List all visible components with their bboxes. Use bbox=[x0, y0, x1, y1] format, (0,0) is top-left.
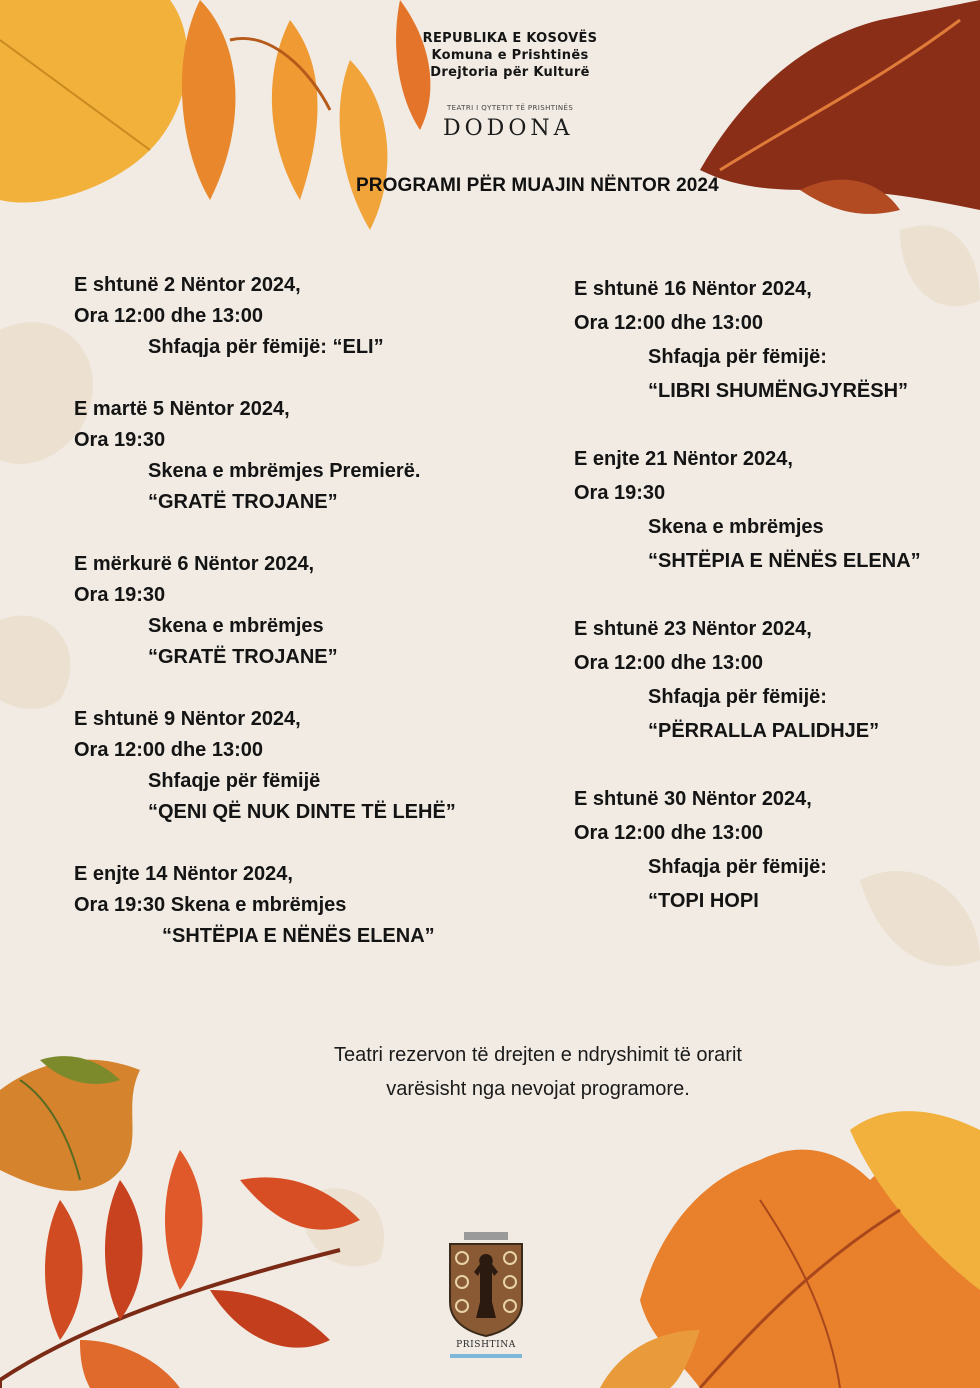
program-entry bbox=[574, 782, 921, 918]
schedule-note bbox=[0, 1038, 980, 1106]
entry-date: E martë 5 Nëntor 2024, bbox=[74, 398, 290, 420]
left-column bbox=[74, 270, 456, 952]
program-entry bbox=[74, 859, 456, 952]
entry-time: Ora 19:30 Skena e mbrëmjes bbox=[74, 894, 347, 916]
crest-label: PRISHTINA bbox=[456, 1340, 516, 1350]
entry-show-title: “SHTËPIA E NËNËS ELENA” bbox=[162, 925, 435, 947]
entry-desc: Skena e mbrëmjes bbox=[148, 615, 324, 637]
note-line: Teatri rezervon të drejten e ndryshimit të orarit bbox=[334, 1044, 742, 1066]
entry-desc: Shfaqja për fëmijë: “ELI” bbox=[148, 336, 384, 358]
entry-show-title: “LIBRI SHUMËNGJYRËSH” bbox=[648, 380, 909, 402]
program-entry bbox=[74, 704, 456, 828]
entry-show-title: “QENI QË NUK DINTE TË LEHË” bbox=[148, 801, 456, 823]
entry-desc: Shfaqja për fëmijë: bbox=[648, 346, 827, 368]
entry-date: E shtunë 23 Nëntor 2024, bbox=[574, 618, 812, 640]
program-entry bbox=[574, 612, 921, 748]
program-entry bbox=[74, 270, 456, 363]
entry-date: E shtunë 9 Nëntor 2024, bbox=[74, 708, 301, 730]
entry-time: Ora 12:00 dhe 13:00 bbox=[574, 822, 763, 844]
entry-date: E enjte 14 Nëntor 2024, bbox=[74, 863, 293, 885]
entry-date: E shtunë 2 Nëntor 2024, bbox=[74, 274, 301, 296]
republic-line: REPUBLIKA E KOSOVËS bbox=[422, 31, 598, 46]
entry-time: Ora 12:00 dhe 13:00 bbox=[74, 739, 263, 761]
header bbox=[0, 30, 980, 81]
program-entry bbox=[574, 272, 921, 408]
prishtina-crest-icon bbox=[446, 1232, 526, 1338]
entry-desc: Skena e mbrëmjes Premierë. bbox=[148, 460, 421, 482]
entry-time: Ora 19:30 bbox=[74, 429, 166, 451]
entry-date: E enjte 21 Nëntor 2024, bbox=[574, 448, 793, 470]
entry-time: Ora 19:30 bbox=[574, 482, 666, 504]
right-column bbox=[574, 272, 921, 918]
municipality-line: Komuna e Prishtinës bbox=[431, 48, 589, 63]
entry-date: E shtunë 30 Nëntor 2024, bbox=[574, 788, 812, 810]
program-entry bbox=[574, 442, 921, 578]
entry-time: Ora 12:00 dhe 13:00 bbox=[574, 312, 763, 334]
entry-desc: Shfaqja për fëmijë: bbox=[648, 856, 827, 878]
entry-show-title: “PËRRALLA PALIDHJE” bbox=[648, 720, 880, 742]
entry-show-title: “TOPI HOPI bbox=[648, 890, 759, 912]
directorate-line: Drejtoria për Kulturë bbox=[430, 65, 590, 80]
dodona-logo: DODONA bbox=[443, 116, 574, 141]
theatre-name-small: TEATRI I QYTETIT TË PRISHTINËS bbox=[447, 104, 574, 112]
program-entry bbox=[74, 549, 456, 673]
entry-time: Ora 19:30 bbox=[74, 584, 166, 606]
program-entry bbox=[74, 394, 456, 518]
entry-show-title: “GRATË TROJANE” bbox=[148, 491, 338, 513]
entry-show-title: “GRATË TROJANE” bbox=[148, 646, 338, 668]
entry-desc: Shfaqja për fëmijë: bbox=[648, 686, 827, 708]
entry-date: E mërkurë 6 Nëntor 2024, bbox=[74, 553, 315, 575]
entry-time: Ora 12:00 dhe 13:00 bbox=[74, 305, 263, 327]
note-line: varësisht nga nevojat programore. bbox=[386, 1078, 690, 1100]
entry-desc: Shfaqje për fëmijë bbox=[148, 770, 321, 792]
entry-date: E shtunë 16 Nëntor 2024, bbox=[574, 278, 812, 300]
crest-underline bbox=[450, 1354, 522, 1358]
page-title: PROGRAMI PËR MUAJIN NËNTOR 2024 bbox=[356, 175, 719, 196]
entry-desc: Skena e mbrëmjes bbox=[648, 516, 824, 538]
entry-show-title: “SHTËPIA E NËNËS ELENA” bbox=[648, 550, 921, 572]
entry-time: Ora 12:00 dhe 13:00 bbox=[574, 652, 763, 674]
maple-leaf-icon bbox=[600, 1111, 980, 1388]
